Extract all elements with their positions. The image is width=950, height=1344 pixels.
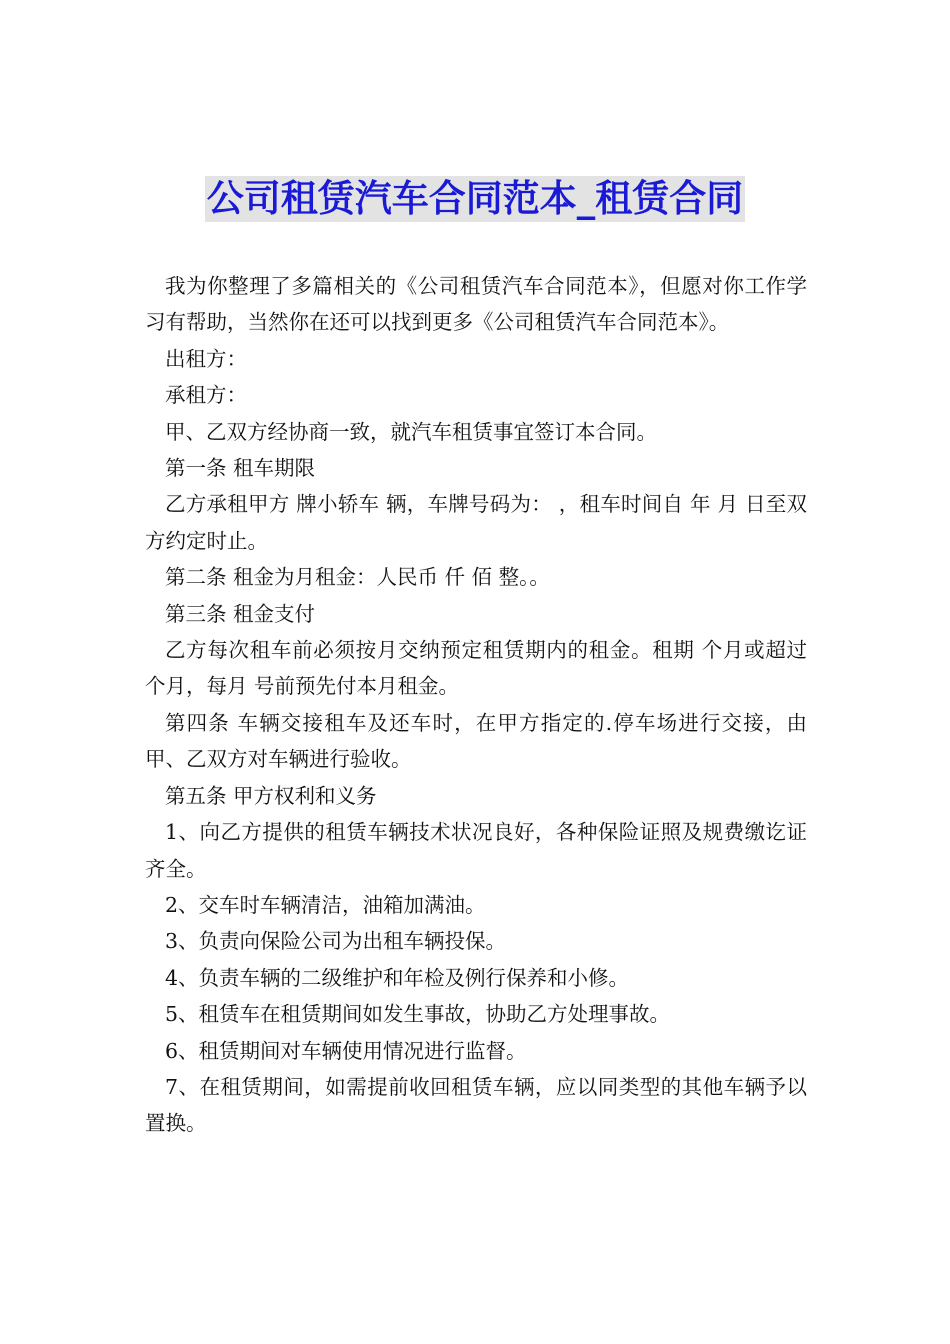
article-5-item-4: 4、负责车辆的二级维护和年检及例行保养和小修。 [165, 965, 630, 990]
article-5-item-3: 3、负责向保险公司为出租车辆投保。 [165, 929, 507, 954]
lessor-line: 出租方： [165, 346, 247, 371]
article-1-body: 乙方承租甲方 牌小轿车 辆，车牌号码为： ，租车时间自 年 月 日至双方约定时止。 [145, 492, 807, 553]
lessee-line: 承租方： [165, 383, 247, 408]
intro-paragraph: 我为你整理了多篇相关的《公司租赁汽车合同范本》，但愿对你工作学习有帮助，当然你在还可以找到更多《公司租赁汽车合同范本》。 [145, 274, 807, 335]
agreement-statement: 甲、乙双方经协商一致，就汽车租赁事宜签订本合同。 [165, 419, 657, 444]
article-5-heading: 第五条 甲方权利和义务 [165, 783, 377, 808]
article-5-item-7: 7、在租赁期间，如需提前收回租赁车辆，应以同类型的其他车辆予以置换。 [145, 1074, 807, 1136]
article-5-item-6: 6、租赁期间对车辆使用情况进行监督。 [165, 1038, 527, 1063]
article-3-heading: 第三条 租金支付 [165, 601, 316, 626]
article-5-item-5: 5、租赁车在租赁期间如发生事故，协助乙方处理事故。 [165, 1002, 671, 1027]
article-3-body: 乙方每次租车前必须按月交纳预定租赁期内的租金。租期 个月或超过 个月，每月 号前预先付本月租金。 [145, 638, 807, 699]
article-2: 第二条 租金为月租金：人民币 仟 佰 整。。 [165, 565, 550, 590]
document-body [145, 268, 807, 1142]
article-4: 第四条 车辆交接租车及还车时，在甲方指定的.停车场进行交接，由甲、乙双方对车辆进行验收。 [145, 710, 807, 772]
article-5-item-2: 2、交车时车辆清洁，油箱加满油。 [165, 892, 486, 917]
document-title: 公司租赁汽车合同范本_租赁合同 [206, 177, 744, 220]
article-1-heading: 第一条 租车期限 [165, 456, 316, 481]
article-5-item-1: 1、向乙方提供的租赁车辆技术状况良好，各种保险证照及规费缴讫证齐全。 [145, 820, 807, 881]
title-container [0, 176, 950, 222]
